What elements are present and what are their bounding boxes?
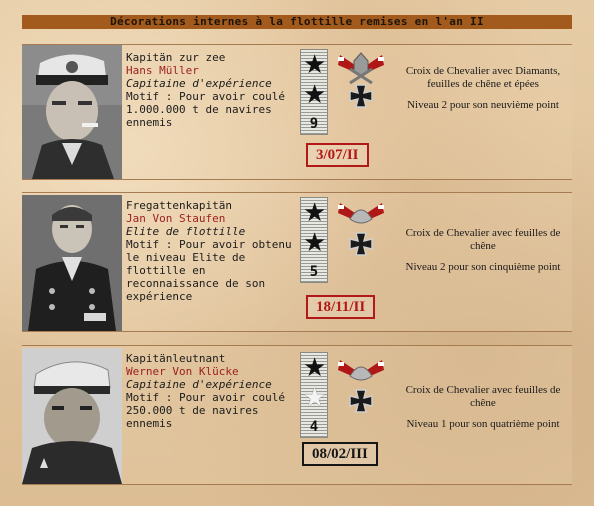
- award-name: Croix de Chevalier avec feuilles de chêne: [405, 227, 561, 252]
- star-icon: ★: [303, 383, 327, 413]
- officer-photo: [22, 45, 122, 179]
- star-icon: ★: [303, 198, 327, 228]
- star-icon: ★: [303, 353, 327, 383]
- award-name: Croix de Chevalier avec feuilles de chêne: [405, 384, 561, 409]
- rank-description: Capitaine d'expérience: [126, 77, 272, 90]
- officer-rank: Kapitänleutnant: [126, 352, 226, 365]
- officer-rank: Kapitän zur zee: [126, 51, 226, 64]
- rank-insignia: [300, 197, 328, 283]
- award-motif: Motif : Pour avoir coulé 250.000 t de navires ennemis: [126, 391, 285, 430]
- rank-insignia: [300, 352, 328, 438]
- award-date-stamp: 18/11/II: [306, 295, 375, 319]
- star-icon: ★: [303, 50, 327, 80]
- officer-info: [126, 199, 296, 303]
- officer-name[interactable]: Hans Müller: [126, 64, 199, 77]
- page-title: Décorations internes à la flottille remises en l'an II: [22, 15, 572, 29]
- decoration-entry: [22, 192, 572, 332]
- officer-name[interactable]: Jan Von Staufen: [126, 212, 226, 225]
- award-date-stamp: 08/02/III: [302, 442, 378, 466]
- officer-info: [126, 51, 296, 129]
- award-level: Niveau 2 pour son neuvième point: [407, 99, 559, 111]
- award-description: [400, 227, 566, 282]
- award-level: Niveau 2 pour son cinquième point: [405, 261, 561, 273]
- rank-description: Capitaine d'expérience: [126, 378, 272, 391]
- knights-cross-oak-leaves-icon: [334, 197, 388, 277]
- star-icon: ★: [303, 80, 327, 110]
- star-icon: ★: [303, 228, 327, 258]
- award-motif: Motif : Pour avoir coulé 1.000.000 t de navires ennemis: [126, 90, 285, 129]
- award-description: [400, 65, 566, 120]
- decoration-entry: [22, 44, 572, 180]
- rank-insignia: [300, 49, 328, 135]
- officer-rank: Fregattenkapitän: [126, 199, 232, 212]
- award-level: Niveau 1 pour son quatrième point: [406, 418, 560, 430]
- knights-cross-oak-leaves-icon: [334, 354, 388, 434]
- knights-cross-diamonds-icon: [334, 49, 388, 129]
- rank-number: 5: [309, 264, 319, 280]
- award-motif: Motif : Pour avoir obtenu le niveau Elite de flottille en reconnaissance de son expérience: [126, 238, 292, 303]
- officer-name[interactable]: Werner Von Klücke: [126, 365, 239, 378]
- rank-number: 9: [309, 116, 319, 132]
- rank-number: 4: [309, 419, 319, 435]
- officer-photo: [22, 195, 122, 331]
- officer-info: [126, 352, 296, 430]
- award-description: [400, 384, 566, 439]
- rank-description: Elite de flottille: [126, 225, 246, 238]
- award-date-stamp: 3/07/II: [306, 143, 369, 167]
- officer-photo: [22, 348, 122, 484]
- award-name: Croix de Chevalier avec Diamants, feuilles de chêne et épées: [405, 65, 561, 90]
- decoration-entry: [22, 345, 572, 485]
